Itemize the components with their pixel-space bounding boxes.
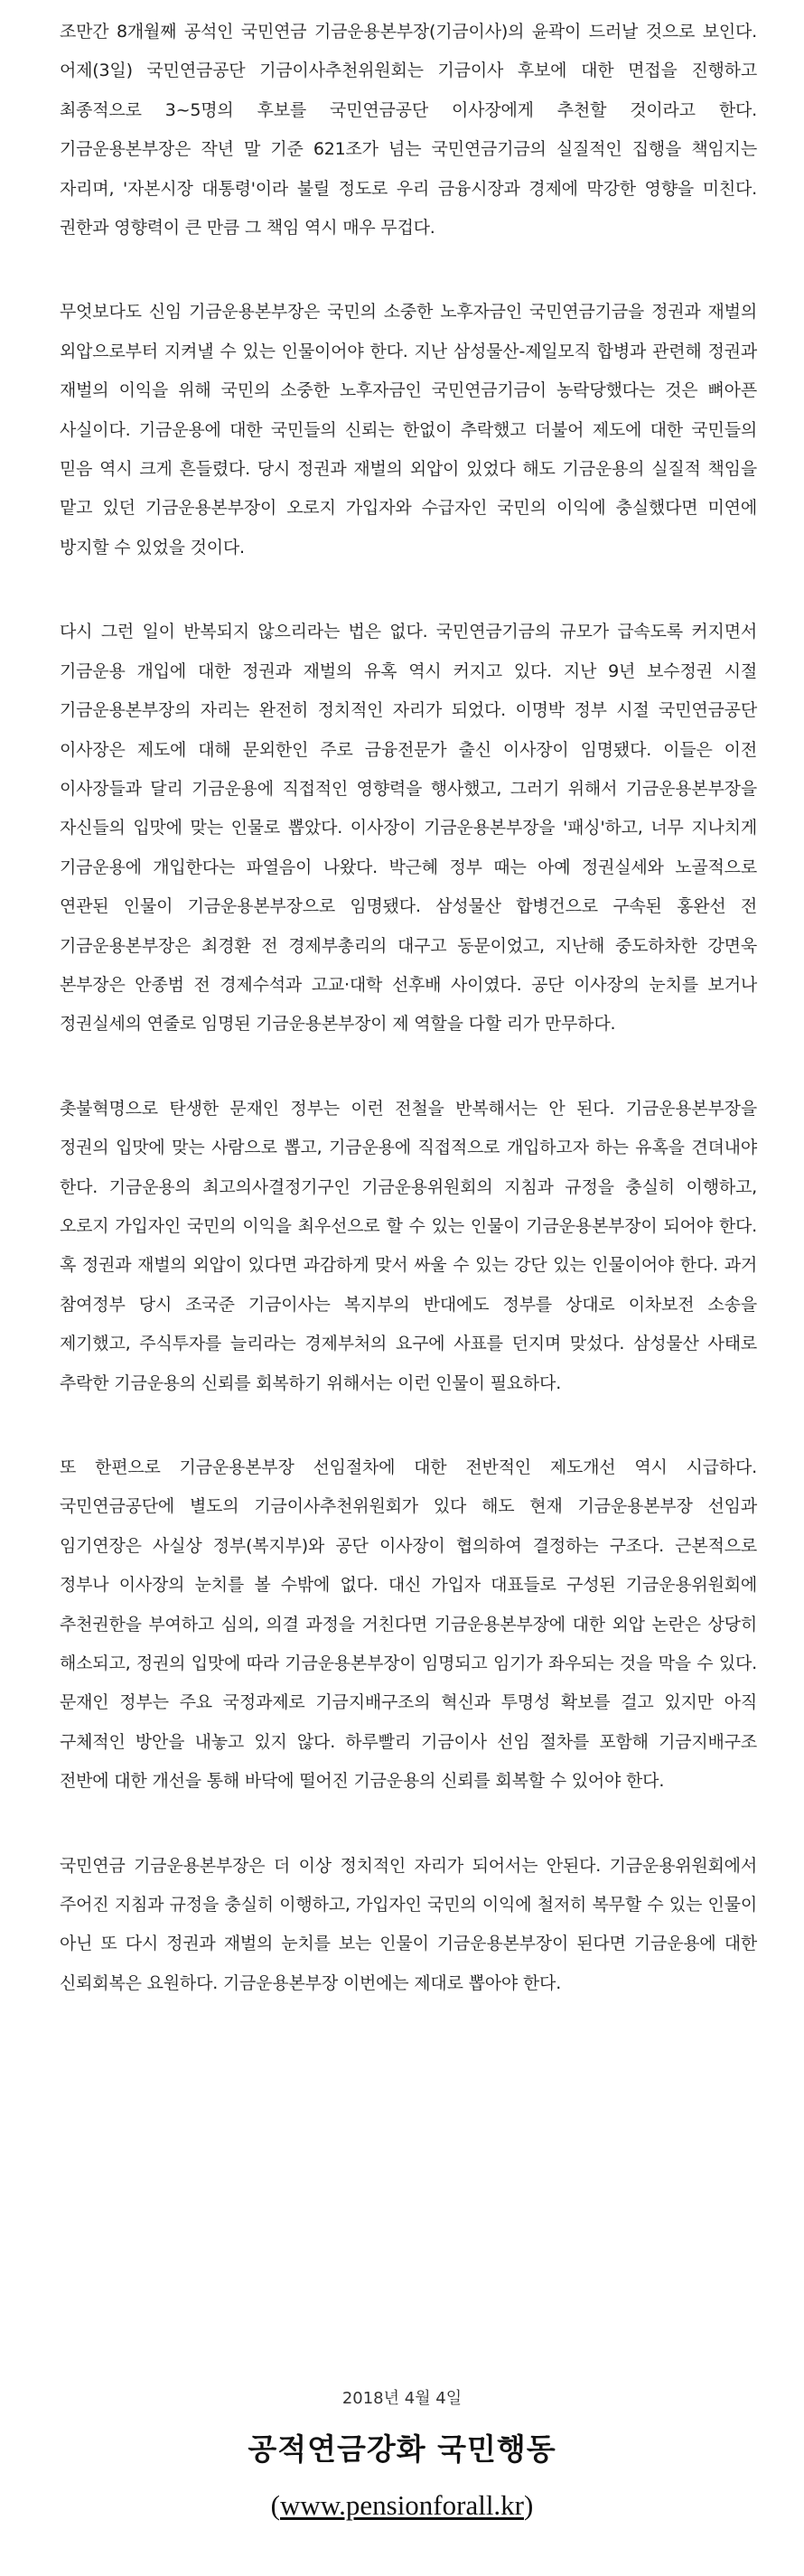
url-open-paren: ( [270, 2489, 280, 2521]
organization-name: 공적연금강화 국민행동 [248, 2431, 556, 2467]
website-link[interactable]: www.pensionforall.kr [279, 2489, 525, 2521]
paragraph-2: 무엇보다도 신임 기금운용본부장은 국민의 소중한 노후자금인 국민연금기금을 정권과 재벌의 외압으로부터 지켜낼 수 있는 인물이어야 한다. 지난 삼성물산-제일모직 합병과 관련해 정권과 재벌의 이익을 위해 국민의 소중한 노후자금인 국민연금기금이 농락당했다는 것은 뼈아픈 사실이다. 기금운용에 대한 국민들의 신뢰는 한없이 추락했고 더불어 제도에 대한 국민들의 믿음 역시 크게 흔들렸다. 당시 정권과 재벌의 외압이 있었다 해도 기금운용의 실질적 책임을 맡고 있던 기금운용본부장이 오로지 가입자와 수급자인 국민의 이익에 충실했다면 미연에 방지할 수 있었을 것이다. [60, 302, 757, 557]
paragraph-5: 또 한편으로 기금운용본부장 선임절차에 대한 전반적인 제도개선 역시 시급하다. 국민연금공단에 별도의 기금이사추천위원회가 있다 해도 현재 기금운용본부장 선임과 임기연장은 사실상 정부(복지부)와 공단 이사장이 협의하여 결정하는 구조다. 근본적으로 정부나 이사장의 눈치를 볼 수밖에 없다. 대신 가입자 대표들로 구성된 기금운용위원회에 추천권한을 부여하고 심의, 의결 과정을 거친다면 기금운용본부장에 대한 외압 논란은 상당히 해소되고, 정권의 입맛에 따라 기금운용본부장이 임명되고 임기가 좌우되는 것을 막을 수 있다. 문재인 정부는 주요 국정과제로 기금지배구조의 혁신과 투명성 확보를 걸고 있지만 아직 구체적인 방안을 내놓고 있지 않다. 하루빨리 기금이사 선임 절차를 포함해 기금지배구조 전반에 대한 개선을 통해 바닥에 떨어진 기금운용의 신뢰를 회복할 수 있어야 한다. [60, 1457, 757, 1792]
statement-date: 2018년 4월 4일 [341, 2389, 463, 2408]
paragraph-1: 조만간 8개월째 공석인 국민연금 기금운용본부장(기금이사)의 윤곽이 드러날 것으로 보인다. 어제(3일) 국민연금공단 기금이사추천위원회는 기금이사 후보에 대한 면접을 진행하고 최종적으로 3~5명의 후보를 국민연금공단 이사장에게 추천할 것이라고 한다. 기금운용본부장은 작년 말 기준 621조가 넘는 국민연금기금의 실질적인 집행을 책임지는 자리며, '자본시장 대통령'이라 불릴 정도로 우리 금융시장과 경제에 막강한 영향을 미친다. 권한과 영향력이 큰 만큼 그 책임 역시 매우 무겁다. [60, 22, 757, 239]
paragraph-3: 다시 그런 일이 반복되지 않으리라는 법은 없다. 국민연금기금의 규모가 급속도록 커지면서 기금운용 개입에 대한 정권과 재벌의 유혹 역시 커지고 있다. 지난 9년 보수정권 시절 기금운용본부장의 자리는 완전히 정치적인 자리가 되었다. 이명박 정부 시절 국민연금공단 이사장은 제도에 대해 문외한인 주로 금융전문가 출신 이사장이 임명됐다. 이들은 이전 이사장들과 달리 기금운용에 직접적인 영향력을 행사했고, 그러기 위해서 기금운용본부장을 자신들의 입맛에 맞는 인물로 뽑았다. 이사장이 기금운용본부장을 '패싱'하고, 너무 지나치게 기금운용에 개입한다는 파열음이 나왔다. 박근혜 정부 때는 아예 정권실세와 노골적으로 연관된 인물이 기금운용본부장으로 임명됐다. 삼성물산 합병건으로 구속된 홍완선 전 기금운용본부장은 최경환 전 경제부총리의 대구고 동문이었고, 지난해 중도하차한 강면욱 본부장은 안종범 전 경제수석과 고교·대학 선후배 사이였다. 공단 이사장의 눈치를 보거나 정권실세의 연줄로 임명된 기금운용본부장이 제 역할을 다할 리가 만무하다. [60, 622, 757, 1035]
url-close-paren: ) [524, 2489, 534, 2521]
paragraph-6: 국민연금 기금운용본부장은 더 이상 정치적인 자리가 되어서는 안된다. 기금운용위원회에서 주어진 지침과 규정을 충실히 이행하고, 가입자인 국민의 이익에 철저히 복무할 수 있는 인물이 아닌 또 다시 정권과 재벌의 눈치를 보는 인물이 기금운용본부장이 된다면 기금운용에 대한 신뢰회복은 요원하다. 기금운용본부장 이번에는 제대로 뽑아야 한다. [60, 1855, 757, 1993]
paragraph-4: 촛불혁명으로 탄생한 문재인 정부는 이런 전철을 반복해서는 안 된다. 기금운용본부장을 정권의 입맛에 맞는 사람으로 뽑고, 기금운용에 직접적으로 개입하고자 하는 유혹을 견뎌내야 한다. 기금운용의 최고의사결정기구인 기금운용위원회의 지침과 규정을 충실히 이행하고, 오로지 가입자인 국민의 이익을 최우선으로 할 수 있는 인물이 기금운용본부장이 되어야 한다. 혹 정권과 재벌의 외압이 있다면 과감하게 맞서 싸울 수 있는 강단 있는 인물이어야 한다. 과거 참여정부 당시 조국준 기금이사는 복지부의 반대에도 정부를 상대로 이차보전 소송을 제기했고, 주식투자를 늘리라는 경제부처의 요구에 사표를 던지며 맞섰다. 삼성물산 사태로 추락한 기금운용의 신뢰를 회복하기 위해서는 이런 인물이 필요하다. [60, 1098, 757, 1393]
website-line [0, 2489, 804, 2522]
